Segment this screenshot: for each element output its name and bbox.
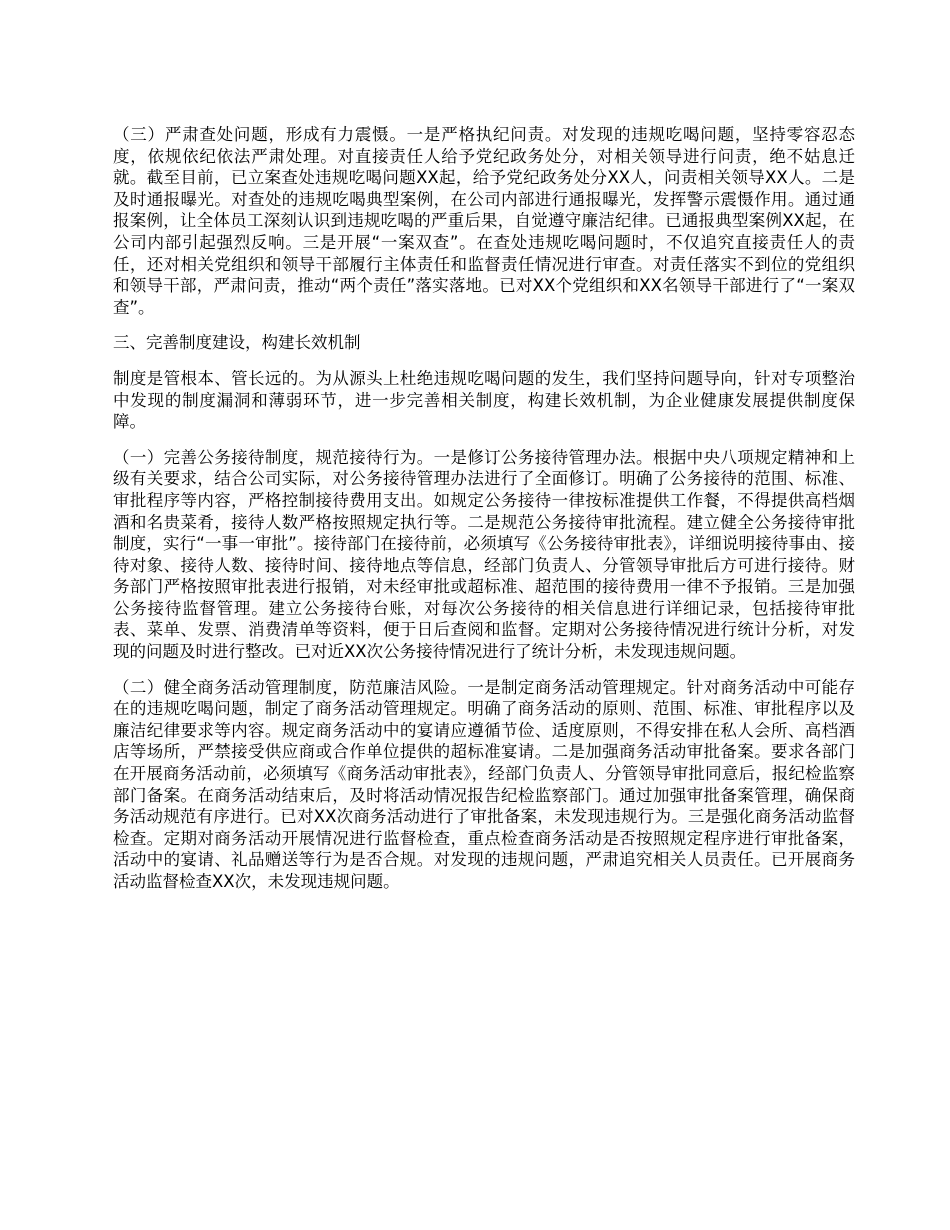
paragraph-system-intro: 制度是管根本、管长远的。为从源头上杜绝违规吃喝问题的发生，我们坚持问题导向，针对专项整治中发现的制度漏洞和薄弱环节，进一步完善相关制度，构建长效机制，为企业健康发展提供制度保障。 <box>113 368 855 432</box>
paragraph-business-activity: （二）健全商务活动管理制度，防范廉洁风险。一是制定商务活动管理规定。针对商务活动中可能存在的违规吃喝问题，制定了商务活动管理规定。明确了商务活动的原则、范围、标准、审批程序以及廉洁纪律要求等内容。规定商务活动中的宴请应遵循节俭、适度原则，不得安排在私人会所、高档酒店等场所，严禁接受供应商或合作单位提供的超标准宴请。二是加强商务活动审批备案。要求各部门在开展商务活动前，必须填写《商务活动审批表》，经部门负责人、分管领导审批同意后，报纪检监察部门备案。在商务活动结束后，及时将活动情况报告纪检监察部门。通过加强审批备案管理，确保商务活动规范有序进行。已对XX次商务活动进行了审批备案，未发现违规行为。三是强化商务活动监督检查。定期对商务活动开展情况进行监督检查，重点检查商务活动是否按照规定程序进行审批备案，活动中的宴请、礼品赠送等行为是否合规。对发现的违规问题，严肃追究相关人员责任。已开展商务活动监督检查XX次，未发现违规问题。 <box>113 677 855 891</box>
paragraph-official-reception: （一）完善公务接待制度，规范接待行为。一是修订公务接待管理办法。根据中央八项规定精神和上级有关要求，结合公司实际，对公务接待管理办法进行了全面修订。明确了公务接待的范围、标准、审批程序等内容，严格控制接待费用支出。如规定公务接待一律按标准提供工作餐，不得提供高档烟酒和名贵菜肴，接待人数严格按照规定执行等。二是规范公务接待审批流程。建立健全公务接待审批制度，实行“一事一审批”。接待部门在接待前，必须填写《公务接待审批表》，详细说明接待事由、接待对象、接待人数、接待时间、接待地点等信息，经部门负责人、分管领导审批后方可进行接待。财务部门严格按照审批表进行报销，对未经审批或超标准、超范围的接待费用一律不予报销。三是加强公务接待监督管理。建立公务接待台账，对每次公务接待的相关信息进行详细记录，包括接待审批表、菜单、发票、消费清单等资料，便于日后查阅和监督。定期对公务接待情况进行统计分析，对发现的问题及时进行整改。已对近XX次公务接待情况进行了统计分析，未发现违规问题。 <box>113 447 855 662</box>
section-heading-3: 三、完善制度建设，构建长效机制 <box>113 333 361 353</box>
document-page <box>113 124 855 907</box>
paragraph-section-3-investigation: （三）严肃查处问题，形成有力震慑。一是严格执纪问责。对发现的违规吃喝问题，坚持零容忍态度，依规依纪依法严肃处理。对直接责任人给予党纪政务处分，对相关领导进行问责，绝不姑息迁就。截至目前，已立案查处违规吃喝问题XX起，给予党纪政务处分XX人，问责相关领导XX人。二是及时通报曝光。对查处的违规吃喝典型案例，在公司内部进行通报曝光，发挥警示震慑作用。通过通报案例，让全体员工深刻认识到违规吃喝的严重后果，自觉遵守廉洁纪律。已通报典型案例XX起，在公司内部引起强烈反响。三是开展“一案双查”。在查处违规吃喝问题时，不仅追究直接责任人的责任，还对相关党组织和领导干部履行主体责任和监督责任情况进行审查。对责任落实不到位的党组织和领导干部，严肃问责，推动“两个责任”落实落地。已对XX个党组织和XX名领导干部进行了“一案双查”。 <box>113 125 855 317</box>
